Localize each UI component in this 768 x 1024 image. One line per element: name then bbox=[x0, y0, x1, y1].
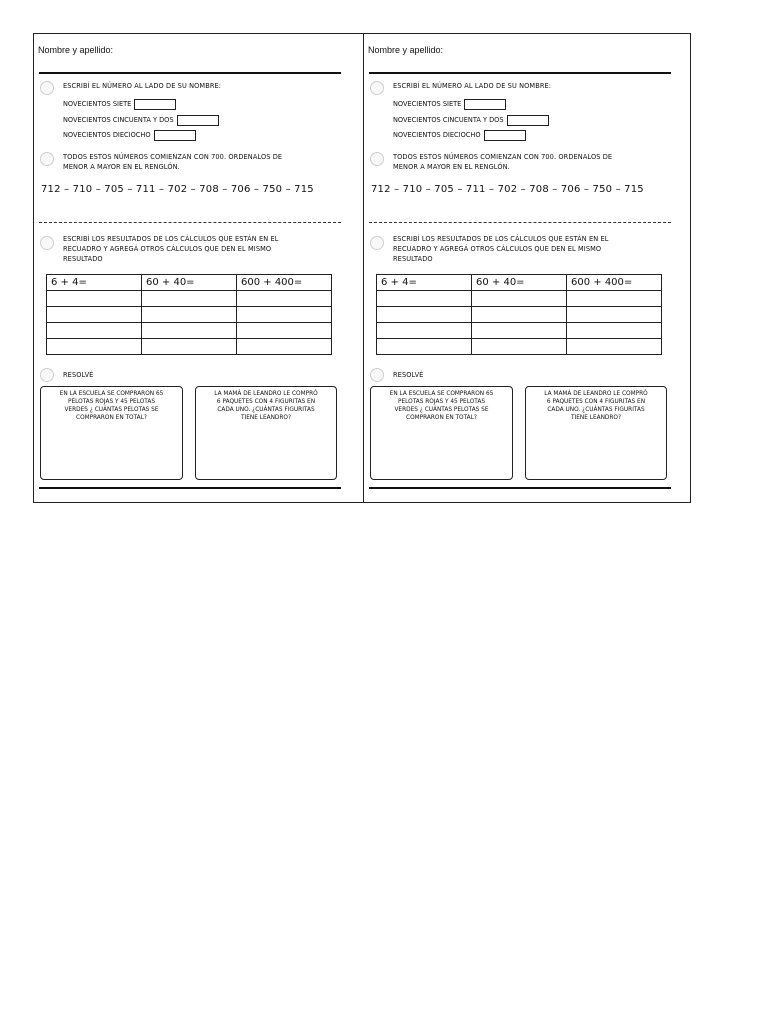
problem-line: VERDES ¿ CUÁNTAS PELOTAS SE bbox=[394, 407, 489, 413]
number-sequence: 712 – 710 – 705 – 711 – 702 – 708 – 706 – 750 – 715 bbox=[371, 184, 644, 195]
instruction-line: RECUADRO Y AGREGÁ OTROS CÁLCULOS QUE DEN EL MISMO bbox=[63, 245, 272, 253]
instruction-line: ESCRIBÍ LOS RESULTADOS DE LOS CÁLCULOS QUE ESTÁN EN EL bbox=[393, 235, 609, 243]
checkbox-circle-icon[interactable] bbox=[370, 152, 384, 166]
table-row bbox=[377, 323, 662, 339]
calculation-table bbox=[376, 274, 662, 355]
answer-box[interactable] bbox=[507, 115, 549, 126]
answer-cell[interactable] bbox=[237, 291, 332, 307]
worksheet-left bbox=[34, 34, 363, 502]
problem-line: COMPRARON EN TOTAL? bbox=[406, 415, 477, 421]
answer-cell[interactable] bbox=[142, 307, 237, 323]
header-cell: 60 + 40= bbox=[142, 275, 237, 291]
problem-line: PELOTAS ROJAS Y 45 PELOTAS bbox=[397, 399, 486, 405]
worksheet-right bbox=[364, 34, 693, 502]
item-novecientos-cincuenta-y-dos bbox=[63, 114, 219, 126]
worksheet-content bbox=[34, 34, 363, 502]
answer-cell[interactable] bbox=[472, 339, 567, 355]
answer-cell[interactable] bbox=[237, 339, 332, 355]
problem-line: 6 PAQUETES CON 4 FIGURITAS EN bbox=[216, 399, 316, 405]
section1-instruction: ESCRIBÍ EL NÚMERO AL LADO DE SU NOMBRE: bbox=[393, 82, 552, 90]
answer-cell[interactable] bbox=[237, 323, 332, 339]
instruction-line: TODOS ESTOS NÚMEROS COMIENZAN CON 700. ORDENALOS DE bbox=[393, 153, 613, 161]
bottom-rule bbox=[369, 487, 671, 489]
dashed-separator bbox=[39, 222, 341, 223]
answer-cell[interactable] bbox=[142, 323, 237, 339]
bottom-rule bbox=[39, 487, 341, 489]
answer-cell[interactable] bbox=[377, 339, 472, 355]
answer-cell[interactable] bbox=[142, 291, 237, 307]
item-novecientos-dieciocho bbox=[393, 129, 526, 141]
problem-line: VERDES ¿ CUÁNTAS PELOTAS SE bbox=[64, 407, 159, 413]
word-problem-box[interactable] bbox=[40, 386, 183, 480]
answer-cell[interactable] bbox=[47, 291, 142, 307]
answer-box[interactable] bbox=[484, 130, 526, 141]
top-rule bbox=[39, 72, 341, 74]
word-problem-box[interactable] bbox=[370, 386, 513, 480]
name-label: Nombre y apellido: bbox=[38, 45, 114, 55]
section2-instruction bbox=[393, 152, 612, 172]
answer-cell[interactable] bbox=[567, 291, 662, 307]
instruction-line: MENOR A MAYOR EN EL RENGLÓN. bbox=[393, 163, 510, 171]
header-cell: 600 + 400= bbox=[237, 275, 332, 291]
table-row bbox=[47, 291, 332, 307]
answer-cell[interactable] bbox=[567, 307, 662, 323]
section1-instruction: ESCRIBÍ EL NÚMERO AL LADO DE SU NOMBRE: bbox=[63, 82, 222, 90]
answer-cell[interactable] bbox=[142, 339, 237, 355]
answer-cell[interactable] bbox=[47, 339, 142, 355]
name-label: Nombre y apellido: bbox=[368, 45, 444, 55]
header-cell: 6 + 4= bbox=[377, 275, 472, 291]
problem-line: LA MAMÁ DE LEANDRO LE COMPRÓ bbox=[544, 391, 648, 397]
answer-box[interactable] bbox=[464, 99, 506, 110]
answer-cell[interactable] bbox=[567, 339, 662, 355]
section4-instruction: RESOLVÉ bbox=[393, 371, 424, 379]
table-header-row bbox=[47, 275, 332, 291]
checkbox-circle-icon[interactable] bbox=[370, 81, 384, 95]
item-label: NOVECIENTOS CINCUENTA Y DOS bbox=[393, 116, 504, 124]
item-label: NOVECIENTOS DIECIOCHO bbox=[393, 131, 481, 139]
section2-instruction bbox=[63, 152, 282, 172]
calculation-table bbox=[46, 274, 332, 355]
answer-cell[interactable] bbox=[237, 307, 332, 323]
number-sequence: 712 – 710 – 705 – 711 – 702 – 708 – 706 – 750 – 715 bbox=[41, 184, 314, 195]
answer-cell[interactable] bbox=[377, 307, 472, 323]
answer-box[interactable] bbox=[177, 115, 219, 126]
problem-line: COMPRARON EN TOTAL? bbox=[76, 415, 147, 421]
answer-cell[interactable] bbox=[377, 323, 472, 339]
problem-line: 6 PAQUETES CON 4 FIGURITAS EN bbox=[546, 399, 646, 405]
item-label: NOVECIENTOS CINCUENTA Y DOS bbox=[63, 116, 174, 124]
table-row bbox=[47, 339, 332, 355]
word-problem-box[interactable] bbox=[525, 386, 667, 480]
instruction-line: MENOR A MAYOR EN EL RENGLÓN. bbox=[63, 163, 180, 171]
checkbox-circle-icon[interactable] bbox=[370, 368, 384, 382]
answer-cell[interactable] bbox=[472, 307, 567, 323]
answer-box[interactable] bbox=[134, 99, 176, 110]
instruction-line: RECUADRO Y AGREGÁ OTROS CÁLCULOS QUE DEN EL MISMO bbox=[393, 245, 602, 253]
table-row bbox=[47, 307, 332, 323]
item-novecientos-siete bbox=[393, 98, 506, 110]
instruction-line: ESCRIBÍ LOS RESULTADOS DE LOS CÁLCULOS QUE ESTÁN EN EL bbox=[63, 235, 279, 243]
answer-cell[interactable] bbox=[472, 291, 567, 307]
table-row bbox=[377, 307, 662, 323]
worksheet-content bbox=[364, 34, 693, 502]
header-cell: 600 + 400= bbox=[567, 275, 662, 291]
table-header-row bbox=[377, 275, 662, 291]
dashed-separator bbox=[369, 222, 671, 223]
answer-box[interactable] bbox=[154, 130, 196, 141]
answer-cell[interactable] bbox=[472, 323, 567, 339]
item-novecientos-dieciocho bbox=[63, 129, 196, 141]
problem-line: LA MAMÁ DE LEANDRO LE COMPRÓ bbox=[214, 391, 318, 397]
item-label: NOVECIENTOS SIETE bbox=[393, 100, 462, 108]
top-rule bbox=[369, 72, 671, 74]
instruction-line: RESULTADO bbox=[63, 255, 103, 263]
checkbox-circle-icon[interactable] bbox=[40, 152, 54, 166]
problem-line: CADA UNO. ¿CUÁNTAS FIGURITAS bbox=[217, 407, 315, 413]
answer-cell[interactable] bbox=[377, 291, 472, 307]
item-label: NOVECIENTOS SIETE bbox=[63, 100, 132, 108]
instruction-line: TODOS ESTOS NÚMEROS COMIENZAN CON 700. ORDENALOS DE bbox=[63, 153, 283, 161]
instruction-line: RESULTADO bbox=[393, 255, 433, 263]
item-label: NOVECIENTOS DIECIOCHO bbox=[63, 131, 151, 139]
header-cell: 60 + 40= bbox=[472, 275, 567, 291]
problem-line: EN LA ESCUELA SE COMPRARON 65 bbox=[389, 391, 494, 397]
header-cell: 6 + 4= bbox=[47, 275, 142, 291]
table-row bbox=[377, 291, 662, 307]
problem-line: CADA UNO. ¿CUÁNTAS FIGURITAS bbox=[547, 407, 645, 413]
checkbox-circle-icon[interactable] bbox=[40, 236, 54, 250]
answer-cell[interactable] bbox=[47, 323, 142, 339]
section3-instruction bbox=[393, 234, 609, 264]
item-novecientos-cincuenta-y-dos bbox=[393, 114, 549, 126]
table-row bbox=[47, 323, 332, 339]
item-novecientos-siete bbox=[63, 98, 176, 110]
problem-line: TIENE LEANDRO? bbox=[570, 415, 622, 421]
checkbox-circle-icon[interactable] bbox=[370, 236, 384, 250]
checkbox-circle-icon[interactable] bbox=[40, 81, 54, 95]
section3-instruction bbox=[63, 234, 279, 264]
checkbox-circle-icon[interactable] bbox=[40, 368, 54, 382]
table-row bbox=[377, 339, 662, 355]
worksheet-page bbox=[33, 33, 691, 503]
problem-line: EN LA ESCUELA SE COMPRARON 65 bbox=[59, 391, 164, 397]
problem-line: TIENE LEANDRO? bbox=[240, 415, 292, 421]
problem-line: PELOTAS ROJAS Y 45 PELOTAS bbox=[67, 399, 156, 405]
answer-cell[interactable] bbox=[47, 307, 142, 323]
section4-instruction: RESOLVÉ bbox=[63, 371, 94, 379]
word-problem-box[interactable] bbox=[195, 386, 337, 480]
answer-cell[interactable] bbox=[567, 323, 662, 339]
